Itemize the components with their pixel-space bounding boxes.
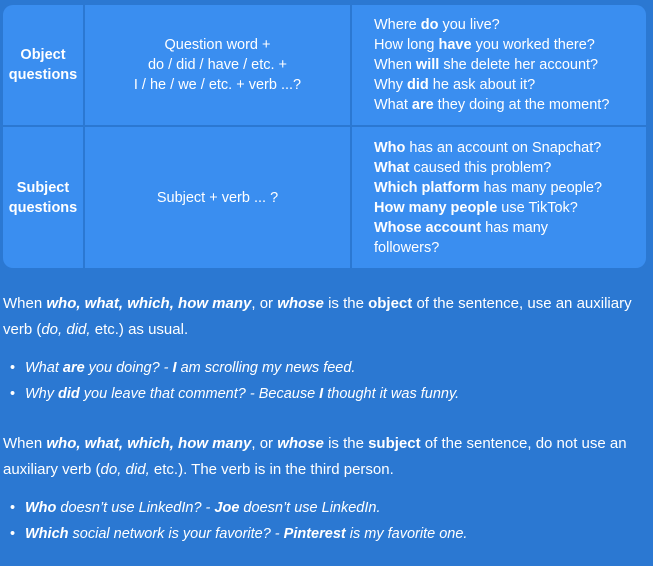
- example-line: Who has an account on Snapchat?: [374, 139, 602, 156]
- header-line: questions: [8, 67, 78, 83]
- subject-questions-examples: [352, 127, 646, 268]
- example-line: Why did he ask about it?: [374, 77, 536, 93]
- formula-line: Question word +: [164, 37, 271, 53]
- subject-questions-header: [3, 127, 83, 268]
- object-questions-header: [3, 5, 83, 125]
- example-line: What caused this problem?: [374, 159, 552, 176]
- object-questions-formula: [85, 5, 350, 125]
- example-line: Whose account has many: [374, 219, 549, 236]
- question-table: [3, 5, 644, 268]
- example-line: Which platform has many people?: [374, 179, 603, 196]
- example-line: How many people use TikTok?: [374, 199, 578, 216]
- subject-rule-paragraph: When who, what, which, how many, or whose is the subject of the sentence, do not use an auxiliary verb (do, did, etc.). The verb is in the third person.: [3, 435, 627, 478]
- object-questions-examples: [352, 5, 646, 125]
- example-line: Where do you live?: [374, 17, 500, 33]
- example-line: What are they doing at the moment?: [374, 97, 610, 113]
- bullet: •: [10, 386, 16, 402]
- object-example-2: • Why did you leave that comment? - Because I thought it was funny.: [10, 381, 459, 407]
- formula-line: do / did / have / etc. +: [147, 57, 288, 73]
- subject-example-1: • Who doesn’t use LinkedIn? - Joe doesn’t use LinkedIn.: [10, 495, 380, 521]
- example-line: How long have you worked there?: [374, 37, 595, 53]
- subject-questions-formula: [85, 127, 350, 268]
- example-line: followers?: [374, 239, 440, 256]
- object-example-1: • What are you doing? - I am scrolling my news feed.: [10, 355, 355, 381]
- bullet: •: [10, 500, 16, 516]
- header-line: questions: [8, 199, 78, 216]
- bullet: •: [10, 360, 16, 376]
- header-line: Subject: [16, 179, 70, 196]
- example-line: When will she delete her account?: [374, 57, 599, 73]
- formula-line: I / he / we / etc. + verb ...?: [133, 77, 302, 93]
- formula-line: Subject + verb ... ?: [156, 189, 279, 206]
- bullet: •: [10, 526, 16, 542]
- header-line: Object: [20, 47, 66, 63]
- subject-example-2: • Which social network is your favorite? - Pinterest is my favorite one.: [10, 521, 467, 547]
- object-rule-paragraph: When who, what, which, how many, or whose is the object of the sentence, use an auxiliary verb (do, did, etc.) as usual.: [3, 295, 632, 338]
